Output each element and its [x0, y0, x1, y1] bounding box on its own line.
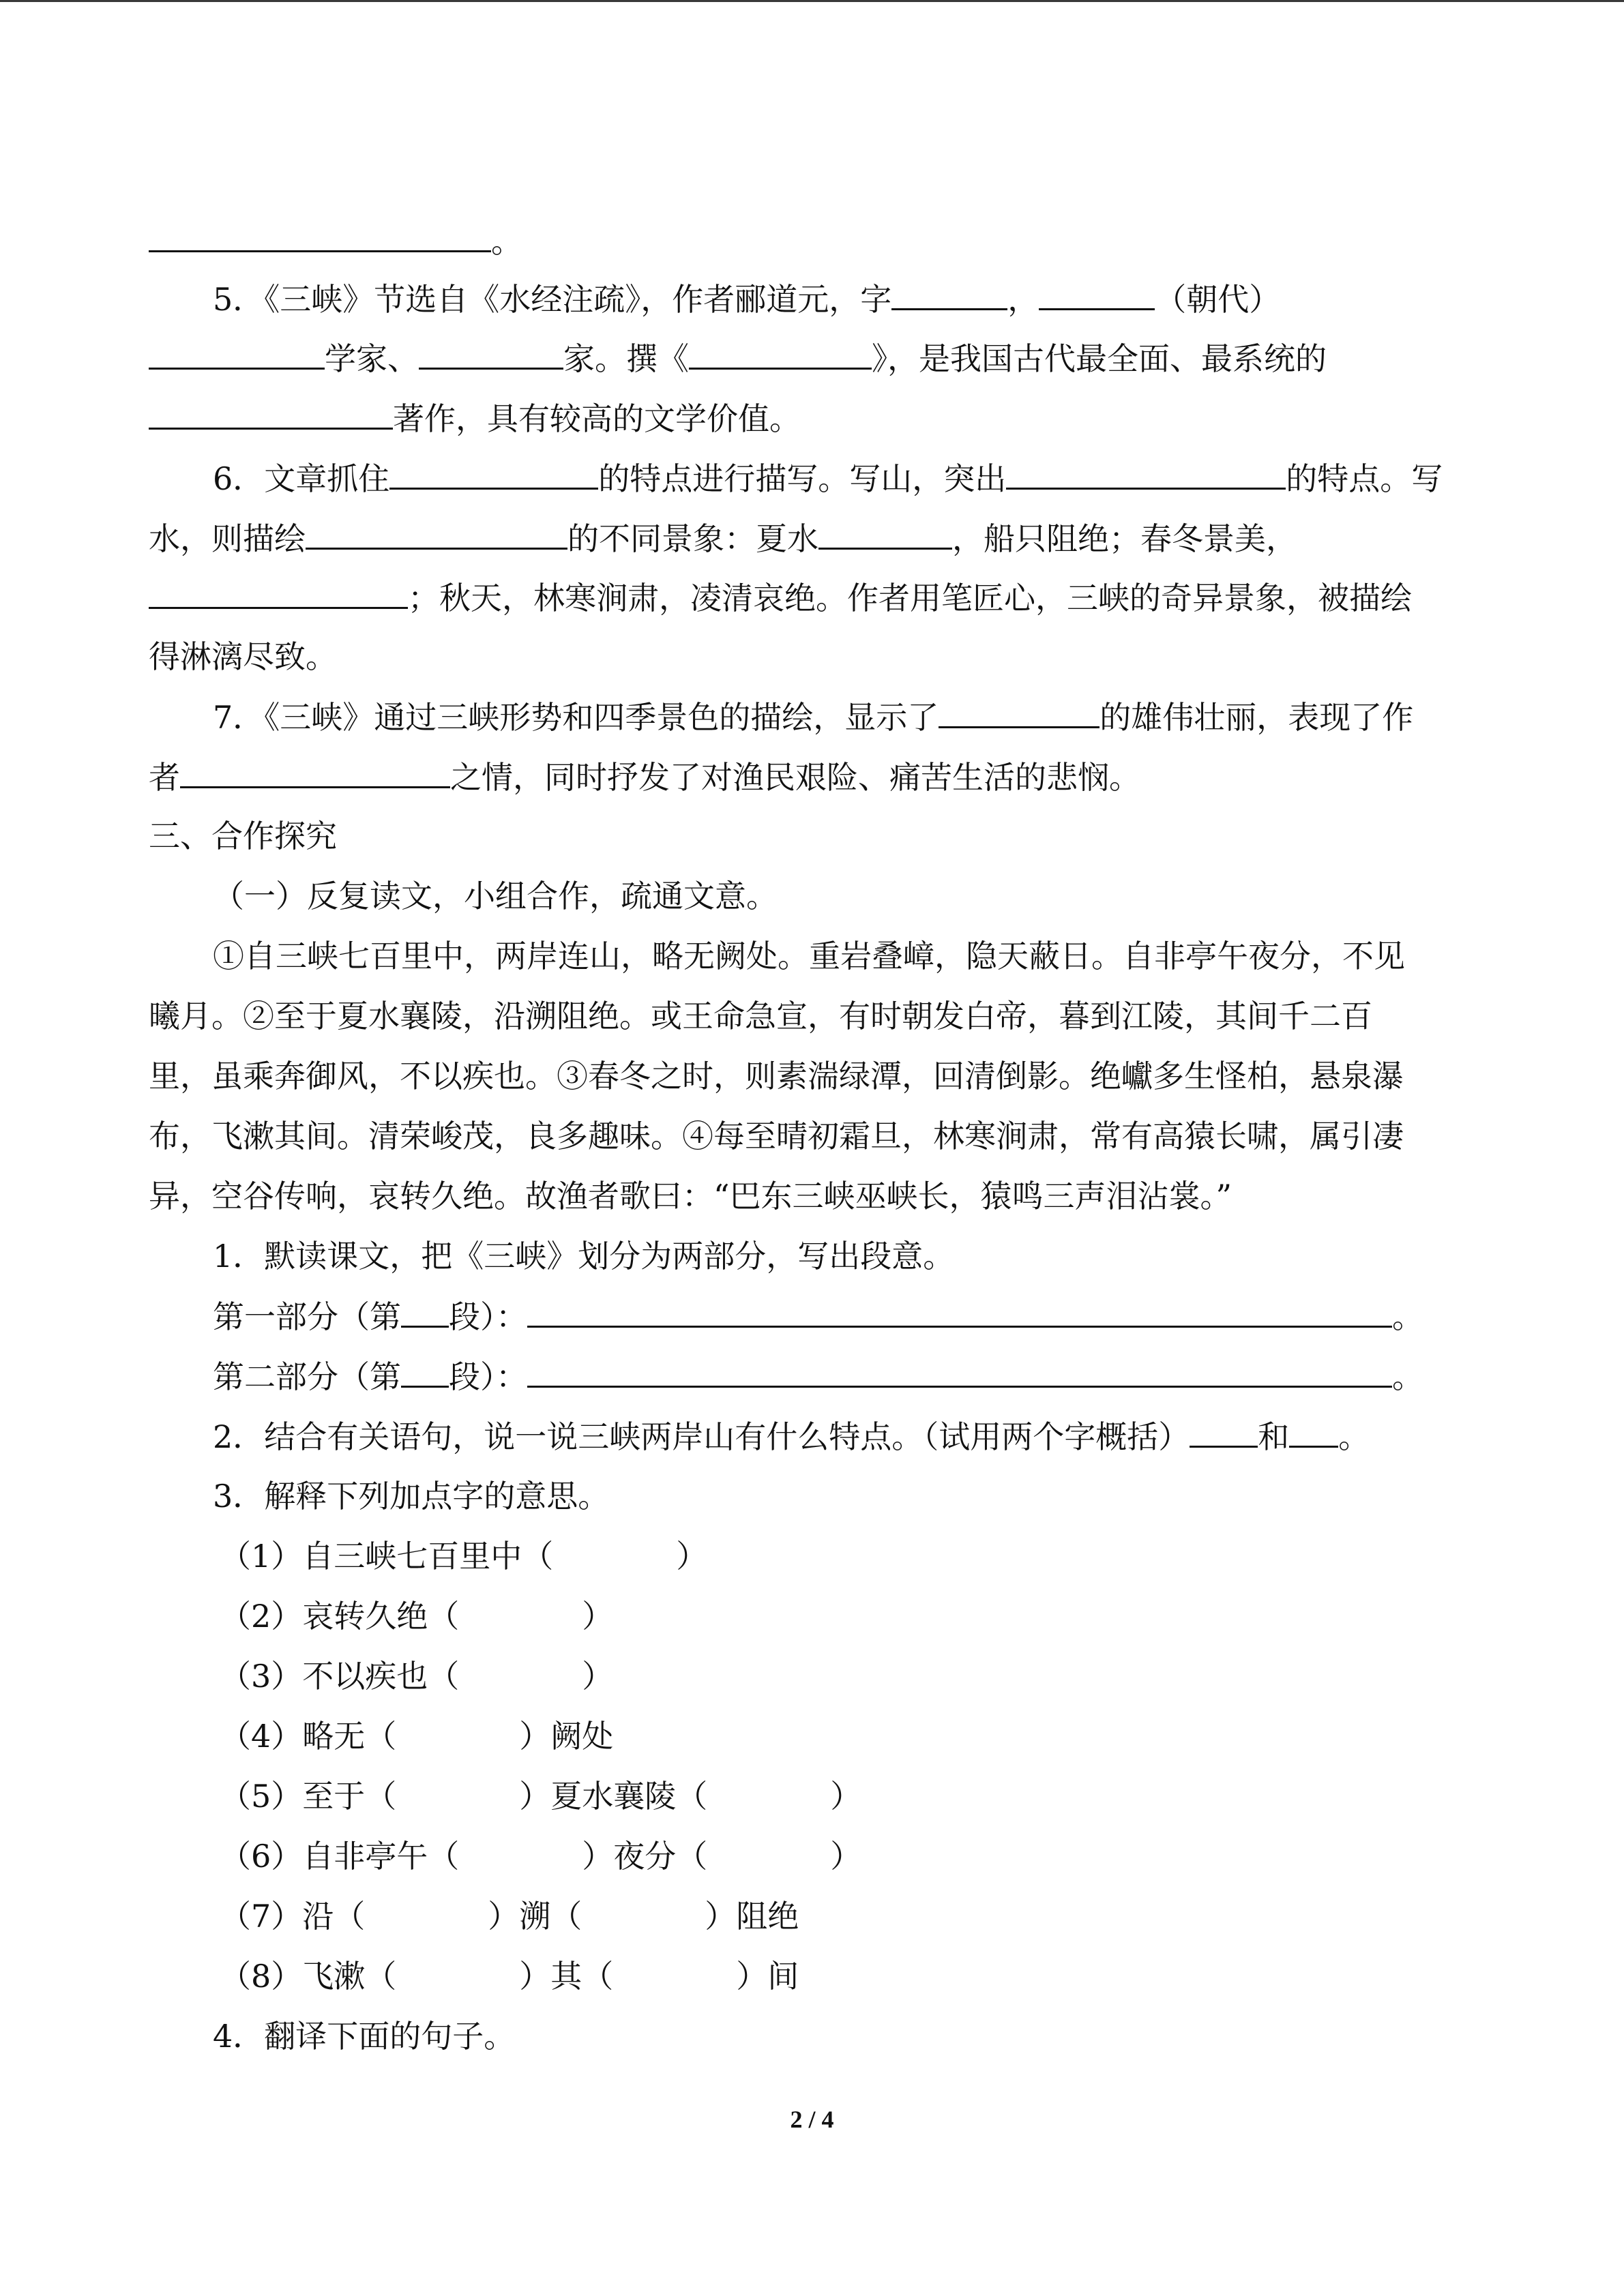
q6-text: 的特点进行描写。写山，突出 [598, 460, 1007, 497]
q2-text: 。 [1338, 1418, 1370, 1455]
item-text: （6）自非亭午（ [220, 1838, 460, 1875]
item-3 [220, 1656, 613, 1697]
q5-text: 著作，具有较高的文学价值。 [393, 400, 801, 437]
q6-text: 的特点。写 [1286, 460, 1443, 497]
q6-text: 6．文章抓住 [213, 460, 390, 497]
item-text: ） [830, 1838, 862, 1875]
q5-text: 》，是我国古代最全面、最系统的 [872, 340, 1327, 377]
q7-text: 7．《三峡》通过三峡形势和四季景色的描绘，显示了 [213, 699, 939, 736]
question-3: 3．解释下列加点字的意思。 [213, 1478, 610, 1515]
answer-blank[interactable] [401, 1356, 449, 1388]
question-1: 1．默读课文，把《三峡》划分为两部分，写出段意。 [213, 1238, 955, 1274]
answer-blank[interactable] [306, 518, 567, 550]
answer-blank[interactable] [689, 338, 872, 370]
q5-text: 5．《三峡》节选自《水经注疏》，作者郦道元，字 [213, 281, 892, 318]
item-text: （7）沿（ [220, 1898, 366, 1935]
q7-line2 [149, 756, 1140, 798]
q6-line3 [149, 577, 1412, 618]
q6-line1 [213, 458, 1443, 499]
q6-line4 [149, 636, 337, 677]
q2-text: 和 [1258, 1418, 1290, 1455]
item-text: ） [582, 1598, 614, 1635]
answer-blank[interactable] [180, 756, 450, 788]
item-text: （1）自三峡七百里中（ [220, 1538, 554, 1575]
part-label: 第一部分（第 [213, 1298, 401, 1335]
q7-text: 者 [149, 759, 180, 796]
item-2 [220, 1596, 613, 1637]
q6-text: 得淋漓尽致。 [149, 638, 337, 675]
answer-blank[interactable] [419, 338, 563, 370]
item-text: ）溯（ [488, 1898, 582, 1935]
item-text: ） [830, 1778, 862, 1815]
q5-text: 学家、 [325, 340, 419, 377]
q6-line2 [149, 518, 1297, 559]
answer-blank[interactable] [1190, 1416, 1258, 1448]
item-8 [220, 1956, 799, 1997]
page-number: 2 / 4 [790, 2106, 834, 2133]
passage-line: 曦月。②至于夏水襄陵，沿溯阻绝。或王命急宣，有时朝发白帝，暮到江陵，其间千二百 [149, 998, 1372, 1034]
item-4 [220, 1716, 613, 1757]
part-label: 段）： [449, 1358, 527, 1395]
item-text: ） [582, 1658, 614, 1695]
item-1 [220, 1536, 707, 1577]
answer-blank[interactable] [1006, 458, 1286, 490]
question-4: 4．翻译下面的句子。 [213, 2018, 516, 2055]
q7-text: 的雄伟壮丽，表现了作 [1099, 699, 1414, 736]
answer-blank[interactable] [939, 696, 1099, 728]
item-text: （3）不以疾也（ [220, 1658, 460, 1695]
item-text: ） [676, 1538, 708, 1575]
item-text: ）阙处 [519, 1718, 614, 1755]
answer-blank[interactable] [891, 278, 1007, 310]
q7-line1 [213, 696, 1413, 738]
q4-tail-line [149, 220, 522, 262]
item-5 [220, 1776, 861, 1817]
passage-line: ①自三峡七百里中，两岸连山，略无阙处。重岩叠嶂，隐天蔽日。自非亭午夜分，不见 [213, 938, 1405, 974]
item-text: ）阻绝 [705, 1898, 799, 1935]
item-text: ）间 [736, 1958, 799, 1995]
q7-text: 之情，同时抒发了对渔民艰险、痛苦生活的悲悯。 [450, 759, 1140, 796]
q5-text: 家。撰《 [563, 340, 689, 377]
answer-blank[interactable] [1039, 278, 1155, 310]
q5-text: （朝代） [1155, 281, 1281, 318]
answer-blank[interactable] [149, 338, 325, 370]
item-text: （4）略无（ [220, 1718, 397, 1755]
answer-blank[interactable] [149, 577, 408, 609]
q2-text: 2．结合有关语句，说一说三峡两岸山有什么特点。（试用两个字概括） [213, 1418, 1190, 1455]
answer-blank[interactable] [818, 518, 952, 550]
item-6 [220, 1836, 861, 1877]
answer-blank[interactable] [527, 1296, 1392, 1328]
item-7 [220, 1896, 799, 1937]
q5-line3 [149, 398, 801, 439]
q6-text: 水，则描绘 [149, 520, 306, 557]
passage-line: 布，飞漱其间。清荣峻茂，良多趣味。④每至晴初霜旦，林寒涧肃，常有高猿长啸，属引凄 [149, 1118, 1404, 1154]
item-text: （5）至于（ [220, 1778, 397, 1815]
q5-text: ， [1007, 281, 1039, 318]
section-title: 三、合作探究 [149, 818, 337, 854]
answer-blank[interactable] [1289, 1416, 1338, 1448]
passage-line: 异，空谷传响，哀转久绝。故渔者歌曰：“巴东三峡巫峡长，猿鸣三声泪沾裳。” [149, 1178, 1232, 1214]
answer-blank[interactable] [149, 398, 393, 430]
part-label: 段）： [449, 1298, 527, 1335]
answer-blank[interactable] [401, 1296, 449, 1328]
part-end: 。 [1392, 1358, 1423, 1395]
answer-blank[interactable] [527, 1356, 1392, 1388]
sub-heading: （一）反复读文，小组合作，疏通文意。 [213, 878, 778, 914]
q6-text: ；秋天，林寒涧肃，凌清哀绝。作者用笔匠心，三峡的奇异景象，被描绘 [408, 580, 1412, 616]
item-text: ）夜分（ [582, 1838, 708, 1875]
question-2 [213, 1416, 1370, 1457]
answer-blank[interactable] [389, 458, 598, 490]
part-end: 。 [1392, 1298, 1423, 1335]
item-text: （2）哀转久绝（ [220, 1598, 460, 1635]
answer-blank[interactable] [149, 220, 491, 252]
part-label: 第二部分（第 [213, 1358, 401, 1395]
item-text: （8）飞漱（ [220, 1958, 397, 1995]
part1-line [213, 1296, 1423, 1337]
item-text: ）夏水襄陵（ [519, 1778, 708, 1815]
q6-text: 的不同景象：夏水 [567, 520, 818, 557]
q4-tail-end: 。 [491, 223, 522, 260]
item-text: ）其（ [519, 1958, 614, 1995]
q6-text: ，船只阻绝；春冬景美， [952, 520, 1297, 557]
q5-line2 [149, 338, 1327, 379]
part2-line [213, 1356, 1423, 1397]
q5-line1 [213, 278, 1280, 320]
passage-line: 里，虽乘奔御风，不以疾也。③春冬之时，则素湍绿潭，回清倒影。绝巘多生怪柏，悬泉瀑 [149, 1058, 1404, 1094]
